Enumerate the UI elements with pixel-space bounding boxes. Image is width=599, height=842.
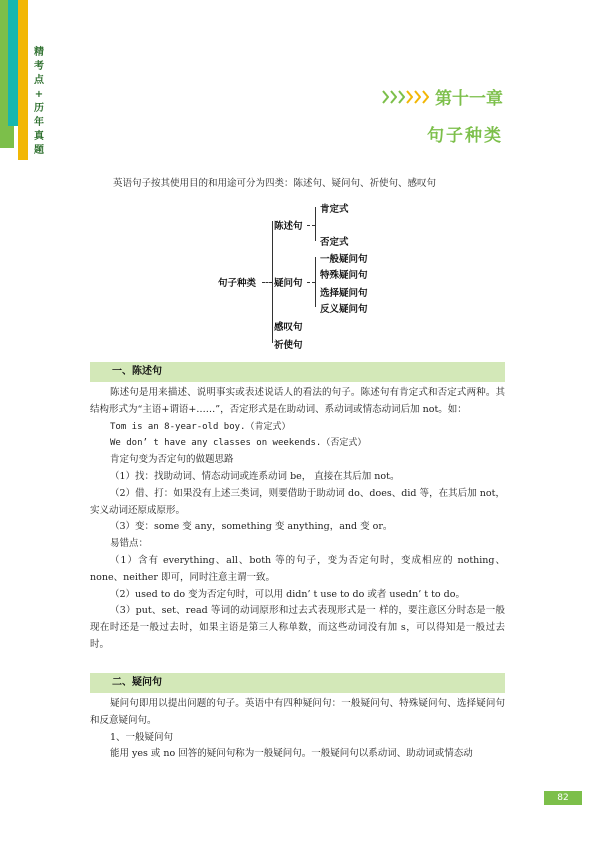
side-label-char: 真 xyxy=(34,131,44,142)
section-heading xyxy=(90,673,505,693)
tree-imperative: 祈使句 xyxy=(274,340,303,351)
tree-bracket xyxy=(315,207,316,241)
section-heading-text: 二、疑问句 xyxy=(112,677,162,688)
paragraph: （1）找：找助动词、情态动词或连系动词 be， 直接在其后加 not。 xyxy=(110,470,400,482)
example-sentence: We don’ t have any classes on weekends.（否定式） xyxy=(110,438,367,449)
side-label-char: 点 xyxy=(34,75,44,86)
chapter-header xyxy=(382,84,503,146)
side-label-char: 精 xyxy=(34,47,44,58)
chapter-number: 第十一章 xyxy=(435,89,503,109)
section-heading xyxy=(90,362,505,382)
intro-text: 英语句子按其使用目的和用途可分为四类：陈述句、疑问句、祈使句、感叹句 xyxy=(113,178,437,189)
side-label xyxy=(33,46,45,158)
tree-bracket xyxy=(315,257,316,307)
tree-declarative: 陈述句 xyxy=(274,221,303,232)
paragraph: 1、一般疑问句 xyxy=(110,731,174,743)
paragraph: 易错点： xyxy=(110,538,149,550)
side-label-char: 题 xyxy=(34,145,44,156)
section-heading-text: 一、陈述句 xyxy=(112,366,162,377)
paragraph: （2）借、打：如果没有上述三类词，则要借助于助动词 do、does、did 等，在其后加 not，实义动词还原成原形。 xyxy=(90,487,505,516)
paragraph: 能用 yes 或 no 回答的疑问句称为一般疑问句。一般疑问句以系动词、助动词或情态动 xyxy=(110,748,473,760)
section2-body xyxy=(90,696,505,763)
chapter-title: 句子种类 xyxy=(427,126,503,146)
tree-alternative-question: 选择疑问句 xyxy=(320,288,368,299)
chevrons-icon xyxy=(382,90,429,104)
tree-general-question: 一般疑问句 xyxy=(320,254,368,265)
tree-exclamatory: 感叹句 xyxy=(274,322,303,333)
paragraph: 疑问句即用以提出问题的句子。英语中有四种疑问句：一般疑问句、特殊疑问句、选择疑问句和反意疑问句。 xyxy=(90,698,505,726)
sentence-type-tree xyxy=(0,195,599,355)
side-label-char: + xyxy=(34,89,44,100)
tree-interrogative: 疑问句 xyxy=(274,278,303,289)
side-label-char: 考 xyxy=(34,61,44,72)
paragraph: （2）used to do 变为否定句时，可以用 didn’ t use to do 或者 usedn’ t to do。 xyxy=(110,588,465,600)
paragraph: 肯定句变为否定句的做题思路 xyxy=(110,454,234,466)
tree-negative: 否定式 xyxy=(320,237,349,248)
tree-bracket xyxy=(272,221,273,343)
paragraph: （3）变：some 变 any，something 变 anything，and 变 or。 xyxy=(110,521,393,533)
example-sentence: Tom is an 8-year-old boy.（肯定式） xyxy=(110,421,291,432)
side-label-char: 年 xyxy=(34,117,44,128)
tree-tag-question: 反义疑问句 xyxy=(320,304,368,315)
paragraph: （3）put、set、read 等词的动词原形和过去式表现形式是一 样的，要注意区分时态是一般现在时还是一般过去时，如果主语是第三人称单数，而这些动词没有加 s，可以得知是一般过去时。 xyxy=(90,605,505,650)
tree-connector xyxy=(307,225,315,226)
tree-root: 句子种类 xyxy=(218,278,257,289)
tree-connector xyxy=(307,282,315,283)
page-number: 82 xyxy=(544,791,582,805)
decor-bar-yellow xyxy=(18,0,28,160)
tree-affirmative: 肯定式 xyxy=(320,204,349,215)
paragraph: 陈述句是用来描述、说明事实或表述说话人的看法的句子。陈述句有肯定式和否定式两种。其结构形式为“主语+谓语+……”，否定形式是在助动词、系动词或情态动词后加 not。如： xyxy=(90,387,505,415)
section1-body xyxy=(90,385,505,654)
side-label-char: 历 xyxy=(34,103,44,114)
tree-special-question: 特殊疑问句 xyxy=(320,270,368,281)
paragraph: （1）含有 everything、all、both 等的句子，变为否定句时，变成相应的 nothing、none、neither 即可，同时注意主谓一致。 xyxy=(90,554,505,583)
tree-connector xyxy=(262,282,272,283)
